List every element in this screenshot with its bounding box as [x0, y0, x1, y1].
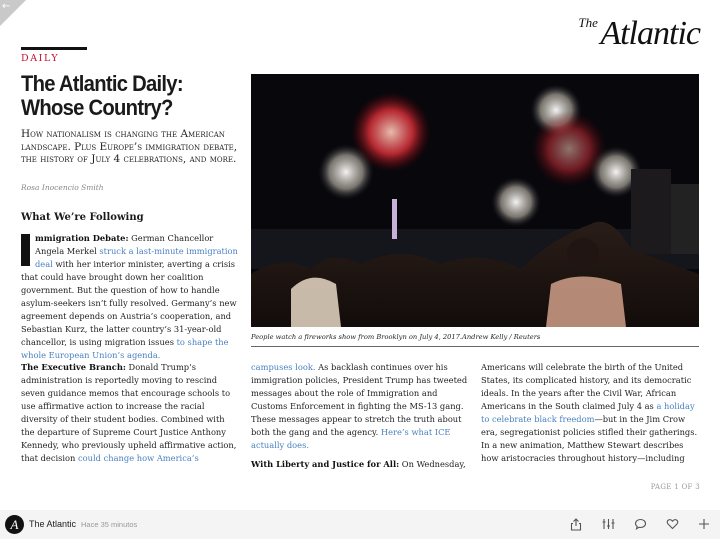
action-bar [568, 516, 712, 532]
person-flag-shirt [546, 277, 626, 328]
person-head [567, 238, 599, 270]
logo-the: The [578, 15, 598, 30]
share-icon [570, 518, 582, 531]
link-black-freedom[interactable]: a holiday to celebrate black freedom [481, 401, 695, 424]
arrow-left-icon[interactable]: ← [2, 1, 11, 12]
article-headline: The Atlantic Daily: Whose Country? [21, 71, 183, 120]
photo-caption: People watch a fireworks show from Brooklyn on July 4, 2017.Andrew Kelly / Reuters [251, 333, 541, 341]
plus-icon [698, 518, 710, 530]
paragraph-text: On Wednesday, [399, 459, 466, 469]
paragraph-text: As backlash continues over his immigration policies, President Trump has tweeted messages about the role of Immigration and Customs Enforcement in fighting the MS-13 gang. These messages appear to stretch the truth about both the gang and the agency. [251, 362, 468, 437]
firework-white [318, 144, 374, 200]
article-column-2 [251, 361, 473, 471]
page-indicator: PAGE 1 OF 3 [650, 483, 700, 491]
paragraph-liberty-cont [481, 361, 703, 465]
bottom-bar [0, 510, 720, 539]
article-column-3 [481, 361, 703, 465]
empire-state-building [392, 199, 397, 239]
link-campuses[interactable]: could change how America’s [78, 453, 199, 463]
comment-icon [634, 518, 647, 530]
settings-sliders-icon [602, 518, 615, 530]
paragraph-lead: The Executive Branch: [21, 362, 126, 372]
paragraph-lead: mmigration Debate: [35, 233, 129, 243]
share-button[interactable] [568, 516, 584, 532]
paragraph-executive-branch [21, 361, 239, 465]
article-column-1-lower [21, 361, 239, 465]
paragraph-text: with her interior minister, averting a crisis that could have brought down her coalition government. But the question of how to handle asylum-seekers isn’t fully resolved. Germany’s new agreement depends on Austria’s cooperation, and Sebastian Kurz, the latter country’s 31-year-old chancellor, is using migration issues [21, 259, 237, 347]
paragraph-text: —but in the Jim Crow era, segregationist policies stifled their gatherings. In a new animation, Matthew Stewart describes how aristocracies throughout history—including [481, 414, 698, 463]
add-button[interactable] [696, 516, 712, 532]
paragraph-text: Donald Trump’s administration is reportedly moving to rescind seven guidance memos that encourage schools to use affirmative action to increase the racial diversity of their student bodies. Combined with the departure of Supreme Court Justice Anthony Kennedy, who previously upheld affirmative action, that decision [21, 362, 237, 463]
paragraph-liberty [251, 458, 473, 471]
comment-button[interactable] [632, 516, 648, 532]
timestamp: Hace 35 minutos [81, 520, 138, 529]
source-avatar[interactable]: A [5, 515, 24, 534]
heart-icon [666, 518, 679, 530]
caption-divider [251, 346, 699, 347]
paragraph-executive-branch-cont [251, 361, 473, 452]
paragraph-immigration [21, 232, 239, 362]
drop-cap-i [21, 234, 30, 266]
article-column-1 [21, 232, 239, 362]
link-ice[interactable]: Here’s what ICE actually does. [251, 427, 451, 450]
firework-white [491, 177, 541, 227]
favorite-button[interactable] [664, 516, 680, 532]
link-immigration-deal[interactable]: struck a last-minute immigration deal [35, 246, 238, 269]
paragraph-text: German Chancellor Angela Merkel [35, 233, 214, 256]
link-eu-agenda[interactable]: to shape the whole European Union’s agenda. [21, 337, 229, 360]
source-name[interactable]: The Atlantic [29, 519, 77, 529]
article-photo-fireworks [251, 74, 699, 327]
article-dek: How nationalism is changing the American landscape. Plus Europe’s immigration debate, the history of July 4 celebrations, and more. [21, 128, 238, 166]
atlantic-logo [578, 12, 700, 56]
paragraph-lead: With Liberty and Justice for All: [251, 459, 400, 469]
text-settings-button[interactable] [600, 516, 616, 532]
kicker-rule [21, 47, 87, 50]
section-heading: What We’re Following [21, 212, 144, 223]
section-kicker[interactable]: DAILY [21, 53, 60, 64]
paragraph-text: Americans will celebrate the birth of the United States, its complicated history, and its democratic ideals. In the years after the Civil War, African Americans in the South claimed July 4 as [481, 362, 692, 411]
link-campuses-look[interactable]: campuses look. [251, 362, 316, 372]
logo-atlantic: Atlantic [600, 15, 700, 52]
fireworks-illustration [251, 74, 699, 327]
byline[interactable]: Rosa Inocencio Smith [21, 183, 104, 192]
person-white-shirt [291, 278, 341, 327]
